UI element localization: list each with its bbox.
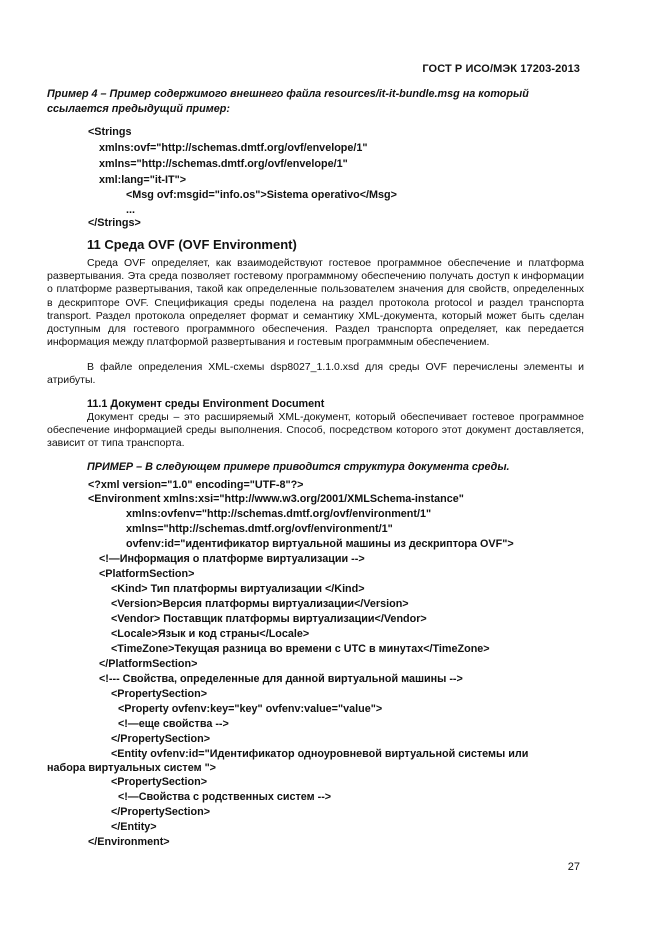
code-line: <!—Свойства с родственных систем -->	[118, 791, 332, 803]
code-line: xml:lang="it-IT">	[99, 174, 187, 186]
section-11-paragraph-2: В файле определения XML-схемы dsp8027_1.1.0.xsd для среды OVF перечислены элементы и атрибуты.	[47, 361, 584, 387]
code-line: </PlatformSection>	[99, 658, 198, 670]
code-line: <Msg ovf:msgid="info.os">Sistema operativo</Msg>	[126, 189, 397, 201]
code-line: <PlatformSection>	[99, 568, 195, 580]
code-line: <Locale>Язык и код страны</Locale>	[111, 628, 310, 640]
code-line: xmlns="http://schemas.dmtf.org/ovf/environment/1"	[126, 523, 393, 535]
standard-header: ГОСТ Р ИСО/МЭК 17203-2013	[422, 63, 580, 75]
code-line: набора виртуальных систем ">	[47, 762, 216, 774]
example-caption: ПРИМЕР – В следующем примере приводится структура документа среды.	[87, 461, 510, 473]
code-line: xmlns="http://schemas.dmtf.org/ovf/envelope/1"	[99, 158, 348, 170]
code-line: <Property ovfenv:key="key" ovfenv:value="value">	[118, 703, 383, 715]
code-line: xmlns:ovf="http://schemas.dmtf.org/ovf/envelope/1"	[99, 142, 368, 154]
code-line: <!--- Свойства, определенные для данной виртуальной машины -->	[99, 673, 463, 685]
code-line: <Vendor> Поставщик платформы виртуализации</Vendor>	[111, 613, 427, 625]
code-line: </PropertySection>	[111, 806, 211, 818]
code-line: <Kind> Тип платформы виртуализации </Kind>	[111, 583, 365, 595]
code-line: <Strings	[88, 126, 132, 138]
example-4-caption: Пример 4 – Пример содержимого внешнего файла resources/it-it-bundle.msg на который ссылается предыдущий пример:	[47, 88, 529, 115]
code-line: <Entity ovfenv:id="Идентификатор одноуровневой виртуальной системы или	[111, 748, 529, 760]
code-line: xmlns:ovfenv="http://schemas.dmtf.org/ovf/environment/1"	[126, 508, 432, 520]
code-line: </Strings>	[88, 217, 141, 229]
section-11-paragraph-1: Среда OVF определяет, как взаимодействуют гостевое программное обеспечение и платформа развертывания. Эта среда позволяет гостевому программному обеспечению получать доступ к информации о платформе развертывания, такой как определенные пользователем значения для свойств, определенных в дескрипторе OVF. Спецификация среды поделена на раздел протокола protocol и раздел транспорта transport. Раздел протокола определяет формат и семантику XML-документа, который может быть сделан доступным для гостевого программного обеспечения. Раздел транспорта определяет, как передается информация между платформой развертывания и гостевым программным обеспечением.	[47, 257, 584, 349]
code-line: <?xml version="1.0" encoding="UTF-8"?>	[88, 479, 304, 491]
section-11-1-title: 11.1 Документ среды Environment Document	[87, 398, 325, 410]
code-line: ...	[126, 204, 135, 216]
code-line: <Environment xmlns:xsi="http://www.w3.org/2001/XMLSchema-instance"	[88, 493, 464, 505]
section-11-1-paragraph: Документ среды – это расширяемый XML-документ, который обеспечивает гостевое программное обеспечение информацией среды выполнения. Способ, посредством которого этот документ доставляется, зависит от типа транспорта.	[47, 411, 584, 450]
code-line: <PropertySection>	[111, 688, 208, 700]
code-line: </Entity>	[111, 821, 157, 833]
code-line: <!—еще свойства -->	[118, 718, 229, 730]
page-number: 27	[567, 861, 580, 873]
section-11-title: 11 Среда OVF (OVF Environment)	[87, 237, 297, 252]
code-line: <PropertySection>	[111, 776, 208, 788]
code-line: </Environment>	[88, 836, 170, 848]
code-line: <TimeZone>Текущая разница во времени с UTC в минутах</TimeZone>	[111, 643, 490, 655]
code-line: <!—Информация о платформе виртуализации -->	[99, 553, 365, 565]
code-line: <Version>Версия платформы виртуализации</Version>	[111, 598, 409, 610]
code-line: ovfenv:id="идентификатор виртуальной машины из дескриптора OVF">	[126, 538, 514, 550]
code-line: </PropertySection>	[111, 733, 211, 745]
